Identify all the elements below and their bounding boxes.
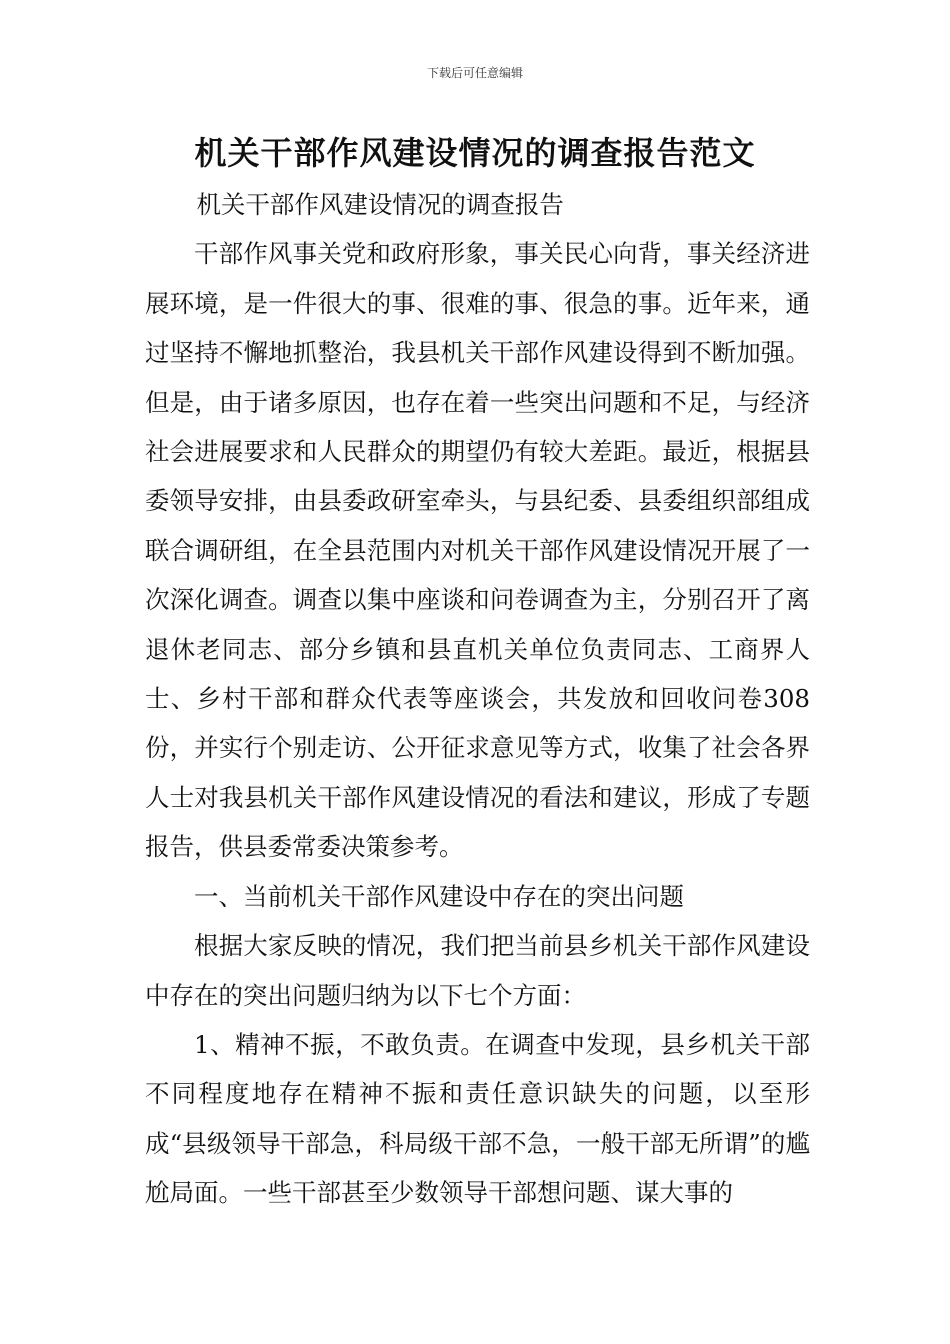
header-note: 下载后可任意编辑 [426,66,523,80]
document-body [145,180,810,1218]
document-title: 机关干部作风建设情况的调查报告范文 [194,134,756,172]
paragraph-intro: 干部作风事关党和政府形象，事关民心向背，事关经济进展环境，是一件很大的事、很难的事、很急的事。近年来，通过坚持不懈地抓整治，我县机关干部作风建设得到不断加强。但是，由于诸多原因，也存在着一些突出问题和不足，与经济社会进展要求和人民群众的期望仍有较大差距。最近，根据县委领导安排，由县委政研室牵头，与县纪委、县委组织部组成联合调研组，在全县范围内对机关干部作风建设情况开展了一次深化调查。调查以集中座谈和问卷调查为主，分别召开了离退休老同志、部分乡镇和县直机关单位负责同志、工商界人士、乡村干部和群众代表等座谈会，共发放和回收问卷308份，并实行个别走访、公开征求意见等方式，收集了社会各界人士对我县机关干部作风建设情况的看法和建议，形成了专题报告，供县委常委决策参考。 [145,239,810,862]
paragraph-summary: 根据大家反映的情况，我们把当前县乡机关干部作风建设中存在的突出问题归纳为以下七个方面： [145,931,810,1010]
paragraph-point-1: 1、精神不振，不敢负责。在调查中发现，县乡机关干部不同程度地存在精神不振和责任意识缺失的问题，以至形成“县级领导干部急，科局级干部不急，一般干部无所谓”的尴尬局面。一些干部甚至少数领导干部想问题、谋大事的 [145,1029,810,1208]
document-subtitle: 机关干部作风建设情况的调查报告 [196,190,564,219]
section-heading: 一、当前机关干部作风建设中存在的突出问题 [194,881,684,911]
